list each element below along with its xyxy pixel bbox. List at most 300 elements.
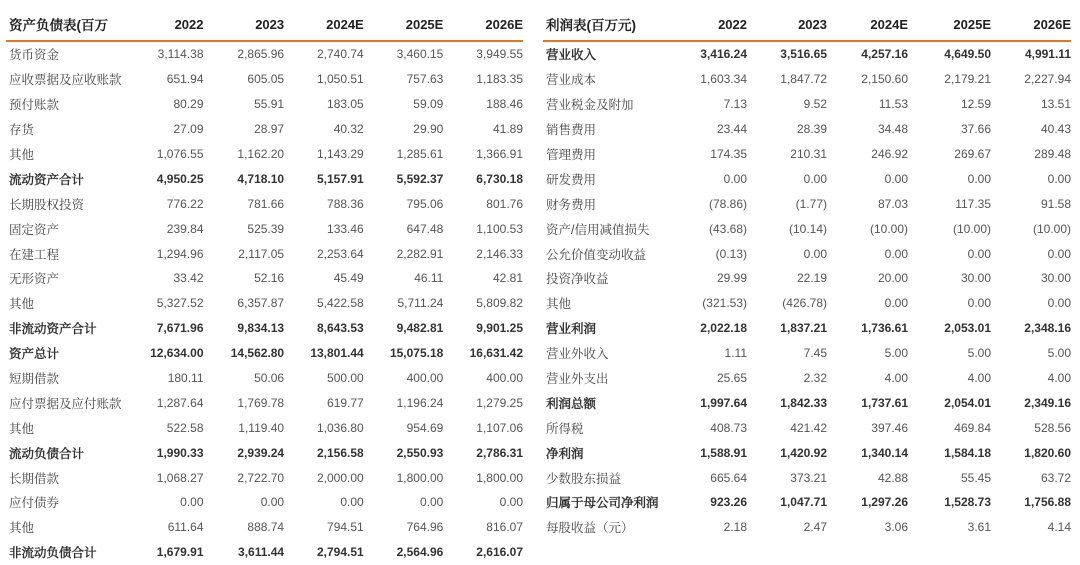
row-value: 647.48 bbox=[406, 221, 444, 236]
row-value: 528.56 bbox=[1034, 420, 1071, 435]
row-value: 8,643.53 bbox=[317, 321, 364, 336]
income-statement-table bbox=[543, 8, 1071, 540]
row-value: 3,114.38 bbox=[157, 47, 204, 62]
table-row bbox=[6, 142, 523, 167]
row-label: 净利润 bbox=[546, 446, 584, 461]
row-label: 营业收入 bbox=[546, 48, 597, 63]
column-header-year: 2026E bbox=[443, 8, 523, 41]
table-row bbox=[543, 117, 1071, 142]
row-value: 1,068.27 bbox=[156, 470, 204, 485]
row-value: 1,736.61 bbox=[861, 321, 908, 336]
row-label: 财务费用 bbox=[546, 197, 597, 212]
row-value: (10.00) bbox=[952, 221, 991, 236]
row-label: 长期借款 bbox=[9, 471, 60, 486]
row-value: 0.00 bbox=[1047, 296, 1071, 311]
row-value: 0.00 bbox=[967, 296, 991, 311]
row-value: 3,611.44 bbox=[238, 545, 285, 560]
row-value: 2,722.70 bbox=[237, 470, 285, 485]
row-value: 2.47 bbox=[803, 520, 827, 535]
row-value: 619.77 bbox=[327, 395, 364, 410]
row-label: 短期借款 bbox=[9, 372, 60, 387]
row-value: 246.92 bbox=[871, 147, 908, 161]
table-row bbox=[6, 316, 523, 341]
row-value: 4,649.50 bbox=[944, 47, 991, 62]
row-value: 5,157.91 bbox=[317, 171, 364, 186]
row-value: 63.72 bbox=[1040, 470, 1071, 485]
row-value: 45.49 bbox=[333, 271, 364, 286]
row-value: 4,718.10 bbox=[237, 171, 285, 186]
row-value: 174.35 bbox=[710, 147, 747, 161]
row-value: 400.00 bbox=[486, 371, 523, 386]
row-value: 2,000.00 bbox=[317, 470, 364, 485]
row-value: 4.00 bbox=[967, 371, 991, 386]
balance-sheet-body bbox=[6, 41, 523, 565]
row-value: 40.32 bbox=[333, 122, 364, 137]
row-value: 2,146.33 bbox=[476, 246, 523, 261]
row-value: 183.05 bbox=[327, 97, 364, 112]
column-header-year: 2024E bbox=[827, 8, 908, 41]
row-label: 营业税金及附加 bbox=[546, 98, 634, 113]
row-value: 0.00 bbox=[340, 495, 364, 510]
row-value: 1,076.55 bbox=[156, 147, 204, 161]
row-value: 1,800.00 bbox=[396, 470, 444, 485]
row-value: 3,516.65 bbox=[780, 47, 827, 62]
row-value: (10.00) bbox=[869, 221, 908, 236]
row-value: 794.51 bbox=[327, 520, 364, 535]
table-row bbox=[6, 490, 523, 515]
row-value: 3,416.24 bbox=[700, 47, 747, 62]
row-value: 91.58 bbox=[1040, 196, 1071, 211]
row-value: 5.00 bbox=[967, 346, 991, 361]
column-header-year: 2022 bbox=[129, 8, 204, 41]
row-value: 4.00 bbox=[1047, 371, 1071, 386]
row-value: 408.73 bbox=[710, 420, 747, 435]
table-row bbox=[543, 316, 1071, 341]
row-value: 0.00 bbox=[884, 246, 908, 261]
row-value: 0.00 bbox=[884, 171, 908, 186]
column-header-year: 2022 bbox=[681, 8, 747, 41]
row-value: 12,634.00 bbox=[150, 346, 204, 361]
row-value: 2,348.16 bbox=[1024, 321, 1071, 336]
table-row bbox=[543, 142, 1071, 167]
row-value: 2.32 bbox=[803, 371, 827, 386]
row-value: 23.44 bbox=[716, 122, 747, 137]
row-value: 6,730.18 bbox=[476, 171, 523, 186]
column-header-year: 2024E bbox=[284, 8, 364, 41]
row-label: 其他 bbox=[9, 148, 35, 162]
row-value: (43.68) bbox=[708, 221, 747, 236]
row-value: 2,349.16 bbox=[1024, 395, 1071, 410]
row-value: 15,075.18 bbox=[389, 346, 444, 361]
table-row bbox=[6, 166, 523, 191]
table-row bbox=[543, 191, 1071, 216]
row-value: 11.53 bbox=[878, 97, 908, 112]
table-row bbox=[6, 465, 523, 490]
row-value: 665.64 bbox=[710, 470, 747, 485]
row-value: 52.16 bbox=[254, 271, 285, 286]
row-value: 1,756.88 bbox=[1024, 495, 1071, 510]
row-value: 1,769.78 bbox=[237, 395, 285, 410]
row-value: 2,227.94 bbox=[1024, 72, 1071, 87]
row-value: 801.76 bbox=[486, 196, 523, 211]
row-label: 应付票据及应付账款 bbox=[9, 396, 122, 411]
row-value: 0.00 bbox=[1047, 246, 1071, 261]
table-row bbox=[6, 191, 523, 216]
row-value: 9.52 bbox=[803, 97, 827, 112]
row-value: (321.53) bbox=[702, 296, 747, 311]
row-value: 1,340.14 bbox=[861, 445, 908, 460]
row-value: 2,550.93 bbox=[396, 445, 444, 460]
row-value: 188.46 bbox=[486, 97, 523, 112]
row-value: 795.06 bbox=[406, 196, 444, 211]
row-value: 0.00 bbox=[260, 495, 285, 510]
row-label: 营业利润 bbox=[546, 322, 597, 337]
row-value: 239.84 bbox=[166, 221, 204, 236]
table-row bbox=[6, 41, 523, 67]
row-label: 货币资金 bbox=[9, 48, 60, 63]
row-label: 长期股权投资 bbox=[9, 197, 85, 212]
row-value: 0.00 bbox=[967, 246, 991, 261]
row-value: 4.00 bbox=[884, 371, 908, 386]
table-row bbox=[6, 241, 523, 266]
row-value: 5.00 bbox=[1047, 346, 1071, 361]
row-value: 41.89 bbox=[492, 122, 523, 137]
row-value: 33.42 bbox=[173, 271, 204, 286]
row-value: 30.00 bbox=[1040, 271, 1071, 286]
row-value: (10.14) bbox=[788, 221, 827, 236]
row-value: 1,679.91 bbox=[156, 545, 204, 560]
row-value: 525.39 bbox=[247, 221, 285, 236]
table-row bbox=[6, 291, 523, 316]
row-value: 1,287.64 bbox=[156, 395, 204, 410]
row-value: 0.00 bbox=[803, 171, 827, 186]
row-value: 13,801.44 bbox=[310, 346, 364, 361]
row-value: 2,179.21 bbox=[944, 72, 991, 87]
table-row bbox=[543, 291, 1071, 316]
row-value: 3,460.15 bbox=[396, 47, 444, 62]
row-label: 资产/信用减值损失 bbox=[546, 222, 650, 237]
row-value: 0.00 bbox=[967, 171, 991, 186]
row-label: 资产总计 bbox=[9, 347, 60, 362]
row-value: 180.11 bbox=[167, 371, 204, 386]
row-value: 500.00 bbox=[327, 371, 364, 386]
balance-sheet-table bbox=[6, 8, 523, 565]
row-value: 1.11 bbox=[724, 346, 747, 361]
row-value: 781.66 bbox=[247, 196, 285, 211]
row-value: 0.00 bbox=[419, 495, 444, 510]
row-label: 预付账款 bbox=[9, 98, 60, 113]
table-row bbox=[6, 341, 523, 366]
row-label: 所得税 bbox=[546, 421, 584, 436]
row-value: 16,631.42 bbox=[469, 346, 523, 361]
row-label: 每股收益（元） bbox=[546, 521, 634, 536]
row-value: 757.63 bbox=[406, 72, 444, 87]
table-row bbox=[6, 366, 523, 391]
row-value: 397.46 bbox=[871, 420, 908, 435]
table-row bbox=[543, 390, 1071, 415]
row-value: 4.14 bbox=[1047, 520, 1071, 535]
row-value: 469.84 bbox=[954, 420, 991, 435]
row-label: 其他 bbox=[9, 521, 35, 536]
row-value: (426.78) bbox=[782, 296, 827, 311]
row-value: 27.09 bbox=[173, 122, 204, 137]
row-value: 30.00 bbox=[960, 271, 991, 286]
row-value: 2,865.96 bbox=[237, 47, 285, 62]
row-label: 应付债券 bbox=[9, 496, 60, 511]
row-label: 利润总额 bbox=[546, 396, 597, 411]
row-value: 46.11 bbox=[414, 271, 444, 286]
row-value: 12.59 bbox=[960, 97, 991, 112]
table-row bbox=[6, 515, 523, 540]
row-label: 流动资产合计 bbox=[9, 172, 85, 187]
table-row bbox=[6, 390, 523, 415]
column-header-year: 2023 bbox=[747, 8, 827, 41]
row-value: 1,036.80 bbox=[317, 420, 364, 435]
table-row bbox=[543, 216, 1071, 241]
row-value: 1,297.26 bbox=[861, 495, 908, 510]
row-label: 非流动资产合计 bbox=[9, 322, 97, 337]
row-value: 3.61 bbox=[967, 520, 991, 535]
row-label: 少数股东损益 bbox=[546, 471, 622, 486]
row-value: 776.22 bbox=[166, 196, 204, 211]
row-value: 2,117.05 bbox=[238, 246, 285, 261]
row-value: (78.86) bbox=[708, 196, 747, 211]
row-value: 1,990.33 bbox=[156, 445, 204, 460]
row-value: 3,949.55 bbox=[476, 47, 523, 62]
row-value: 1,528.73 bbox=[944, 495, 991, 510]
table-row bbox=[543, 366, 1071, 391]
row-value: 1,196.24 bbox=[396, 395, 444, 410]
row-value: 117.35 bbox=[955, 196, 991, 211]
row-value: 9,834.13 bbox=[237, 321, 285, 336]
row-value: 1,820.60 bbox=[1024, 445, 1071, 460]
balance-sheet-title: 资产负债表(百万 bbox=[6, 8, 129, 41]
table-row bbox=[543, 440, 1071, 465]
row-value: 0.00 bbox=[884, 296, 908, 311]
income-statement-header-row bbox=[543, 8, 1071, 41]
row-value: (1.77) bbox=[795, 196, 827, 211]
row-value: 1,603.34 bbox=[700, 72, 747, 87]
row-value: 5,809.82 bbox=[476, 296, 523, 311]
row-value: 59.09 bbox=[413, 97, 444, 112]
table-row bbox=[543, 166, 1071, 191]
row-value: 5,711.24 bbox=[397, 296, 444, 311]
table-row bbox=[543, 490, 1071, 515]
row-value: 50.06 bbox=[254, 371, 285, 386]
row-label: 其他 bbox=[9, 421, 35, 436]
row-label: 营业外收入 bbox=[546, 347, 609, 362]
row-value: 1,420.92 bbox=[780, 445, 827, 460]
row-value: 2,156.58 bbox=[317, 445, 364, 460]
row-value: 1,279.25 bbox=[476, 395, 523, 410]
row-value: 55.91 bbox=[254, 97, 285, 112]
row-value: 954.69 bbox=[406, 420, 444, 435]
row-value: (0.13) bbox=[715, 246, 747, 261]
row-value: 20.00 bbox=[877, 271, 908, 286]
row-value: 9,901.25 bbox=[476, 321, 523, 336]
row-value: 1,737.61 bbox=[861, 395, 908, 410]
row-value: 37.66 bbox=[960, 122, 991, 137]
row-value: 7.13 bbox=[723, 97, 747, 112]
table-row bbox=[543, 415, 1071, 440]
row-value: 1,997.64 bbox=[700, 395, 747, 410]
row-value: 210.31 bbox=[790, 147, 827, 161]
row-value: 1,162.20 bbox=[237, 147, 285, 161]
row-label: 无形资产 bbox=[9, 272, 60, 287]
row-value: 373.21 bbox=[790, 470, 827, 485]
row-value: 1,588.91 bbox=[700, 445, 747, 460]
row-value: 0.00 bbox=[723, 171, 747, 186]
row-value: 13.51 bbox=[1040, 97, 1071, 112]
table-row bbox=[543, 515, 1071, 540]
row-value: 522.58 bbox=[166, 420, 204, 435]
row-value: 1,285.61 bbox=[396, 147, 444, 161]
row-value: 651.94 bbox=[166, 72, 204, 87]
row-value: 1,119.40 bbox=[238, 420, 285, 435]
row-label: 归属于母公司净利润 bbox=[546, 496, 659, 511]
row-value: 0.00 bbox=[1047, 171, 1071, 186]
row-label: 销售费用 bbox=[546, 123, 597, 138]
row-value: 2,939.24 bbox=[237, 445, 285, 460]
row-value: (10.00) bbox=[1032, 221, 1071, 236]
table-row bbox=[6, 92, 523, 117]
row-value: 4,950.25 bbox=[156, 171, 204, 186]
row-value: 22.19 bbox=[796, 271, 827, 286]
row-value: 29.90 bbox=[413, 122, 444, 137]
row-value: 42.88 bbox=[877, 470, 908, 485]
income-statement-body bbox=[543, 41, 1071, 540]
row-value: 1,842.33 bbox=[780, 395, 827, 410]
row-value: 4,991.11 bbox=[1024, 47, 1071, 62]
row-value: 1,107.06 bbox=[476, 420, 523, 435]
row-value: 1,100.53 bbox=[476, 221, 523, 236]
row-value: 2,616.07 bbox=[476, 545, 523, 560]
row-value: 4,257.16 bbox=[861, 47, 908, 62]
row-value: 1,366.91 bbox=[476, 147, 523, 161]
row-label: 流动负债合计 bbox=[9, 446, 85, 461]
row-value: 269.67 bbox=[954, 147, 991, 161]
row-label: 营业成本 bbox=[546, 73, 597, 88]
table-row bbox=[6, 266, 523, 291]
row-value: 5,592.37 bbox=[396, 171, 444, 186]
row-value: 2,053.01 bbox=[944, 321, 991, 336]
table-row bbox=[543, 41, 1071, 67]
row-value: 1,047.71 bbox=[780, 495, 827, 510]
row-value: 421.42 bbox=[790, 420, 827, 435]
row-value: 3.06 bbox=[884, 520, 908, 535]
table-row bbox=[6, 440, 523, 465]
row-value: 888.74 bbox=[247, 520, 285, 535]
row-value: 611.64 bbox=[167, 520, 204, 535]
row-label: 其他 bbox=[546, 297, 572, 312]
row-value: 2,786.31 bbox=[476, 445, 523, 460]
row-value: 289.48 bbox=[1034, 147, 1071, 161]
row-value: 6,357.87 bbox=[237, 296, 285, 311]
row-value: 1,050.51 bbox=[317, 72, 364, 87]
row-label: 非流动负债合计 bbox=[9, 546, 97, 561]
row-label: 公允价值变动收益 bbox=[546, 247, 647, 262]
row-value: 25.65 bbox=[716, 371, 747, 386]
row-value: 1,183.35 bbox=[476, 72, 523, 87]
row-label: 管理费用 bbox=[546, 148, 597, 162]
table-row bbox=[543, 241, 1071, 266]
row-value: 42.81 bbox=[492, 271, 523, 286]
row-value: 788.36 bbox=[327, 196, 364, 211]
row-value: 2,054.01 bbox=[944, 395, 991, 410]
row-value: 1,847.72 bbox=[780, 72, 827, 87]
row-value: 55.45 bbox=[960, 470, 991, 485]
table-row bbox=[543, 67, 1071, 92]
row-label: 存货 bbox=[9, 123, 35, 138]
row-value: 133.46 bbox=[327, 221, 364, 236]
column-header-year: 2025E bbox=[364, 8, 444, 41]
column-header-year: 2025E bbox=[908, 8, 991, 41]
row-value: 816.07 bbox=[486, 520, 523, 535]
table-row bbox=[6, 415, 523, 440]
table-row bbox=[543, 341, 1071, 366]
row-value: 0.00 bbox=[499, 495, 523, 510]
row-value: 29.99 bbox=[716, 271, 747, 286]
row-value: 1,294.96 bbox=[156, 246, 204, 261]
row-label: 研发费用 bbox=[546, 172, 597, 187]
row-value: 1,584.18 bbox=[944, 445, 991, 460]
row-value: 40.43 bbox=[1040, 122, 1071, 137]
table-row bbox=[6, 540, 523, 565]
row-value: 605.05 bbox=[247, 72, 285, 87]
row-value: 28.97 bbox=[254, 122, 285, 137]
row-label: 在建工程 bbox=[9, 247, 60, 262]
row-value: 764.96 bbox=[406, 520, 444, 535]
balance-sheet-header-row bbox=[6, 8, 523, 41]
table-row bbox=[543, 465, 1071, 490]
row-value: 400.00 bbox=[406, 371, 444, 386]
row-value: 2,022.18 bbox=[700, 321, 747, 336]
table-row bbox=[543, 92, 1071, 117]
row-value: 9,482.81 bbox=[396, 321, 444, 336]
row-value: 1,143.29 bbox=[317, 147, 364, 161]
row-value: 2,564.96 bbox=[396, 545, 444, 560]
row-value: 87.03 bbox=[877, 196, 908, 211]
row-value: 2.18 bbox=[723, 520, 747, 535]
row-value: 28.39 bbox=[796, 122, 827, 137]
row-value: 2,740.74 bbox=[317, 47, 364, 62]
row-value: 80.29 bbox=[173, 97, 204, 112]
table-row bbox=[543, 266, 1071, 291]
row-value: 0.00 bbox=[180, 495, 204, 510]
row-label: 固定资产 bbox=[9, 222, 60, 237]
row-value: 34.48 bbox=[877, 122, 908, 137]
column-header-year: 2023 bbox=[204, 8, 285, 41]
row-value: 14,562.80 bbox=[230, 346, 285, 361]
table-row bbox=[6, 117, 523, 142]
row-value: 2,253.64 bbox=[317, 246, 364, 261]
row-value: 2,282.91 bbox=[396, 246, 444, 261]
balance-sheet-panel bbox=[6, 8, 523, 565]
row-value: 0.00 bbox=[803, 246, 827, 261]
row-label: 投资净收益 bbox=[546, 272, 609, 287]
row-value: 7,671.96 bbox=[156, 321, 204, 336]
row-value: 5,327.52 bbox=[156, 296, 204, 311]
row-label: 营业外支出 bbox=[546, 372, 609, 387]
row-value: 2,794.51 bbox=[317, 545, 364, 560]
row-label: 其他 bbox=[9, 297, 35, 312]
income-statement-panel bbox=[543, 8, 1071, 540]
row-value: 5,422.58 bbox=[317, 296, 364, 311]
row-value: 1,837.21 bbox=[780, 321, 827, 336]
row-value: 5.00 bbox=[884, 346, 908, 361]
row-value: 7.45 bbox=[803, 346, 827, 361]
column-header-year: 2026E bbox=[991, 8, 1071, 41]
